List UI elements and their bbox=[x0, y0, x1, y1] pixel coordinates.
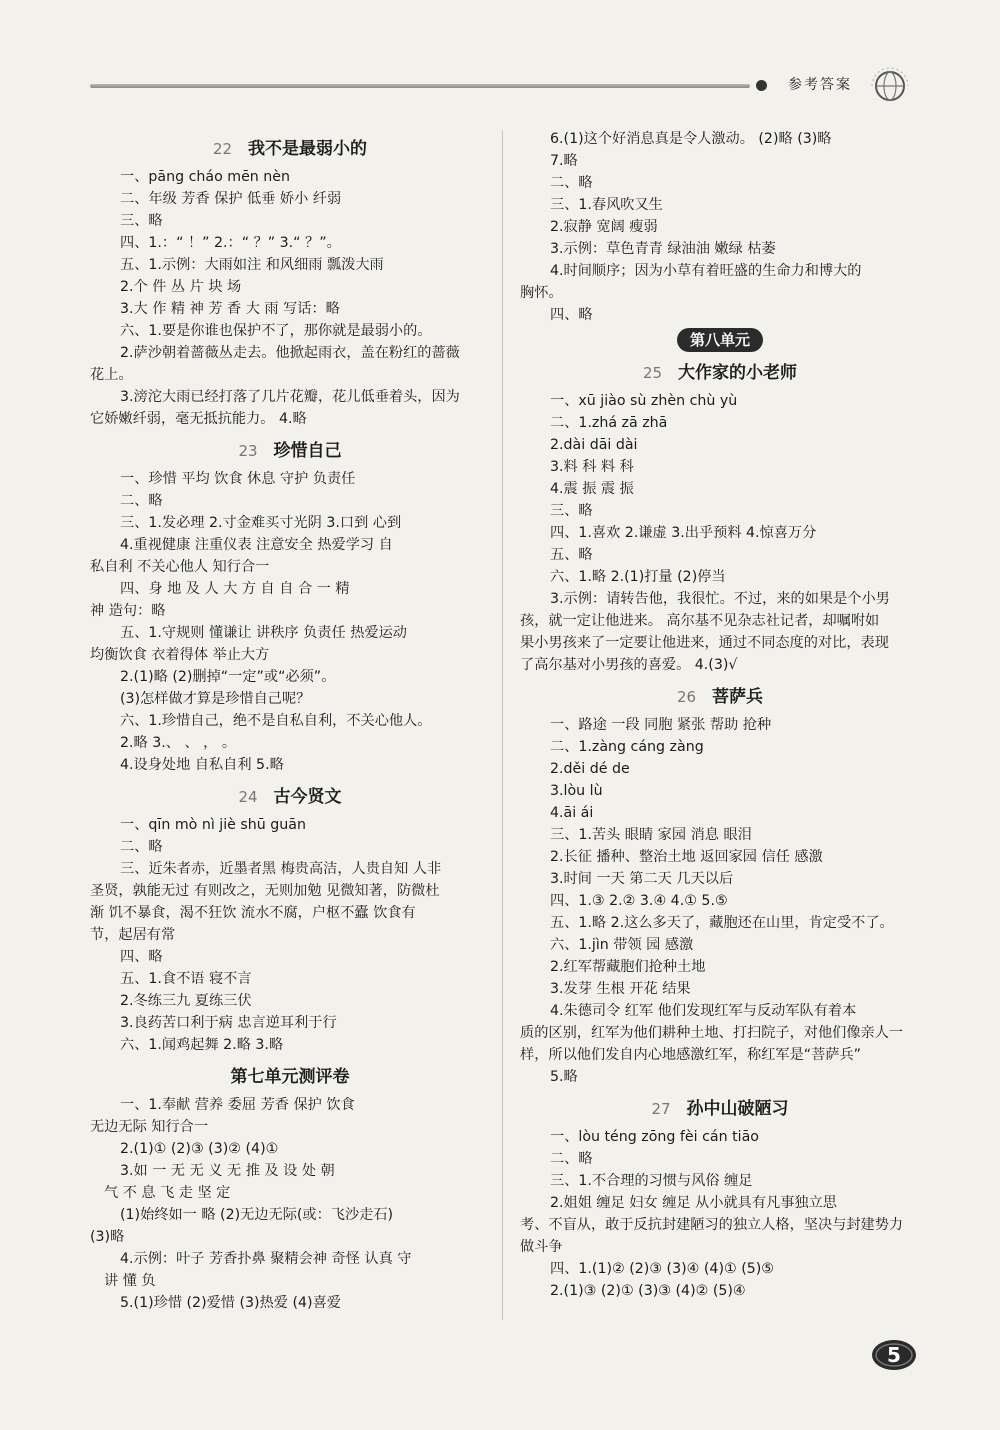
answer-line: 一、1.奉献 营养 委屈 芳香 保护 饮食 bbox=[120, 1097, 355, 1113]
answer-line: 花上。 bbox=[90, 367, 133, 383]
lesson-21-tail-answers bbox=[520, 128, 920, 326]
answer-line: 四、身 地 及 人 大 方 自 自 合 一 精 bbox=[120, 581, 350, 597]
answer-line: 4.朱德司令 红军 他们发现红军与反动军队有着本 bbox=[550, 1003, 857, 1019]
answer-line: 六、1.要是你谁也保护不了，那你就是最弱小的。 bbox=[120, 323, 432, 339]
answer-line: 三、近朱者赤，近墨者黑 梅贵高洁，人贵自知 人非 bbox=[120, 861, 442, 877]
answer-line: 二、年级 芳香 保护 低垂 娇小 纤弱 bbox=[120, 191, 342, 207]
answer-line: 四、1.(1)② (2)③ (3)④ (4)① (5)⑤ bbox=[550, 1261, 775, 1277]
page-number-logo bbox=[870, 1338, 918, 1372]
unit-8-badge: 第八单元 bbox=[677, 328, 763, 352]
answer-line: 质的区别，红军为他们耕种土地、打扫院子，对他们像亲人一 bbox=[520, 1025, 904, 1041]
answer-line: 4.āi ái bbox=[550, 805, 594, 821]
answer-line: 渐 饥不暴食，渴不狂饮 流水不腐，户枢不蠹 饮食有 bbox=[90, 905, 416, 921]
header-label: 参考答案 bbox=[788, 77, 852, 93]
answer-line: 圣贤，孰能无过 有则改之，无则加勉 见微知著，防微杜 bbox=[90, 883, 440, 899]
answer-line: 二、1.zhá zā zhā bbox=[550, 415, 668, 431]
answer-line: 二、略 bbox=[550, 175, 593, 191]
answer-line: 三、1.苦头 眼睛 家园 消息 眼泪 bbox=[550, 827, 752, 843]
answer-line: 一、珍惜 平均 饮食 休息 守护 负责任 bbox=[120, 471, 356, 487]
answer-line: 4.设身处地 自私自利 5.略 bbox=[120, 757, 284, 773]
answer-line: 无边无际 知行合一 bbox=[90, 1119, 209, 1135]
unit-7-test-answers bbox=[90, 1094, 490, 1314]
answer-line: 胸怀。 bbox=[520, 285, 563, 301]
answer-line: 一、qīn mò nì jiè shū guān bbox=[120, 817, 306, 833]
answer-line: 四、1.喜欢 2.谦虚 3.出乎预料 4.惊喜万分 bbox=[550, 525, 817, 541]
answer-line: 一、lòu téng zōng fèi cán tiāo bbox=[550, 1129, 759, 1145]
answer-line: 2.红军帮藏胞们抢种土地 bbox=[550, 959, 706, 975]
unit-7-test-title: 第七单元测评卷 bbox=[230, 1067, 350, 1087]
answer-line: 五、略 bbox=[550, 547, 593, 563]
answer-line: 2.dài dāi dài bbox=[550, 437, 638, 453]
lesson-24-title: 24 古今贤文 bbox=[238, 787, 342, 807]
answer-line: 7.略 bbox=[550, 153, 578, 169]
answer-line: 二、略 bbox=[120, 839, 163, 855]
answer-line: 3.料 科 料 科 bbox=[550, 459, 634, 475]
answer-line: 2.(1)③ (2)① (3)③ (4)② (5)④ bbox=[550, 1283, 746, 1299]
page-number: 5 bbox=[887, 1343, 901, 1367]
answer-line: 3.大 作 精 神 芳 香 大 雨 写话：略 bbox=[120, 301, 340, 317]
answer-line: 果小男孩来了一定要让他进来，通过不同态度的对比，表现 bbox=[520, 635, 889, 651]
answer-line: 三、略 bbox=[120, 213, 163, 229]
answer-line: 4.时间顺序；因为小草有着旺盛的生命力和博大的 bbox=[550, 263, 862, 279]
answer-line: 六、1.jìn 带领 园 感激 bbox=[550, 937, 694, 953]
answer-line: 一、xū jiào sù zhèn chù yù bbox=[550, 393, 738, 409]
answer-line: 了高尔基对小男孩的喜爱。 4.(3)√ bbox=[520, 657, 738, 673]
lesson-25-title: 25 大作家的小老师 bbox=[642, 363, 798, 383]
answer-line: 做斗争 bbox=[520, 1239, 563, 1255]
answer-line: 3.发芽 生根 开花 结果 bbox=[550, 981, 691, 997]
answer-line: 均衡饮食 衣着得体 举止大方 bbox=[90, 647, 270, 663]
answer-line: 3.lòu lù bbox=[550, 783, 603, 799]
answer-line: 二、略 bbox=[550, 1151, 593, 1167]
answer-line: 2.个 件 丛 片 块 场 bbox=[120, 279, 242, 295]
lesson-26-answers bbox=[520, 714, 920, 1088]
answer-line: 节，起居有常 bbox=[90, 927, 176, 943]
answer-line: 样，所以他们发自内心地感激红军，称红军是“菩萨兵” bbox=[520, 1047, 862, 1063]
answer-line: 三、1.春风吹又生 bbox=[550, 197, 663, 213]
answer-line: 私自利 不关心他人 知行合一 bbox=[90, 559, 270, 575]
header-rule bbox=[90, 84, 750, 88]
left-column bbox=[90, 128, 490, 1314]
answer-line: 六、1.闻鸡起舞 2.略 3.略 bbox=[120, 1037, 284, 1053]
answer-line: 五、1.食不语 寝不言 bbox=[120, 971, 252, 987]
lesson-25-answers bbox=[520, 390, 920, 676]
answer-line: (3)略 bbox=[90, 1229, 125, 1245]
answer-line: 6.(1)这个好消息真是令人激动。 (2)略 (3)略 bbox=[550, 131, 832, 147]
answer-line: 一、pāng cháo mēn nèn bbox=[120, 169, 291, 185]
answer-line: 三、1.不合理的习惯与风俗 缠足 bbox=[550, 1173, 753, 1189]
answer-line: 5.(1)珍惜 (2)爱惜 (3)热爱 (4)喜爱 bbox=[120, 1295, 341, 1311]
column-divider bbox=[502, 130, 503, 1320]
answer-line: 2.(1)① (2)③ (3)② (4)① bbox=[120, 1141, 279, 1157]
answer-line: 二、1.zàng cáng zàng bbox=[550, 739, 704, 755]
answer-line: 神 造句：略 bbox=[90, 603, 166, 619]
answer-line: 四、略 bbox=[550, 307, 593, 323]
header-dot bbox=[756, 80, 767, 91]
answer-line: 五、1.守规则 懂谦让 讲秩序 负责任 热爱运动 bbox=[120, 625, 407, 641]
lesson-22-answers bbox=[90, 166, 490, 430]
answer-line: 3.滂沱大雨已经打落了几片花瓣，花儿低垂着头，因为 bbox=[120, 389, 460, 405]
answer-line: (3)怎样做才算是珍惜自己呢？ bbox=[120, 691, 311, 707]
right-column bbox=[520, 128, 920, 1302]
answer-line: 4.重视健康 注重仪表 注意安全 热爱学习 自 bbox=[120, 537, 393, 553]
answer-line: 五、1.略 2.这么多天了，藏胞还在山里，肯定受不了。 bbox=[550, 915, 894, 931]
answer-line: 2.萨沙朝着蔷薇丛走去。他掀起雨衣，盖在粉红的蔷薇 bbox=[120, 345, 460, 361]
answer-line: 四、略 bbox=[120, 949, 163, 965]
lesson-23-answers bbox=[90, 468, 490, 776]
answer-line: 2.(1)略 (2)删掉“一定”或“必须”。 bbox=[120, 669, 336, 685]
answer-line: 它娇嫩纤弱，毫无抵抗能力。 4.略 bbox=[90, 411, 307, 427]
answer-line: 一、路途 一段 同胞 紧张 帮助 抢种 bbox=[550, 717, 772, 733]
answer-line: 2.冬练三九 夏练三伏 bbox=[120, 993, 252, 1009]
lesson-24-answers bbox=[90, 814, 490, 1056]
answer-line: 2.略 3.、 、 ， 。 bbox=[120, 735, 237, 751]
answer-line: 讲 懂 负 bbox=[104, 1273, 156, 1289]
answer-line: 3.良药苦口利于病 忠言逆耳利于行 bbox=[120, 1015, 337, 1031]
answer-line: 2.děi dé de bbox=[550, 761, 630, 777]
answer-line: 气 不 息 飞 走 坚 定 bbox=[104, 1185, 231, 1201]
lesson-23-title: 23 珍惜自己 bbox=[238, 441, 342, 461]
answer-line: 3.示例：草色青青 绿油油 嫩绿 枯萎 bbox=[550, 241, 776, 257]
answer-line: 2.寂静 宽阔 瘦弱 bbox=[550, 219, 658, 235]
answer-line: 3.示例：请转告他，我很忙。不过，来的如果是个小男 bbox=[550, 591, 890, 607]
answer-line: 三、略 bbox=[550, 503, 593, 519]
answer-line: 2.长征 播种、整治土地 返回家园 信任 感激 bbox=[550, 849, 823, 865]
answer-line: 六、1.珍惜自己，绝不是自私自利，不关心他人。 bbox=[120, 713, 432, 729]
answer-line: 五、1.示例：大雨如注 和风细雨 瓢泼大雨 bbox=[120, 257, 384, 273]
answer-line: 四、1.：“ ！” 2.：“ ？” 3.“ ？”。 bbox=[120, 235, 341, 251]
answer-line: 六、1.略 2.(1)打量 (2)停当 bbox=[550, 569, 726, 585]
lesson-22-title: 22 我不是最弱小的 bbox=[212, 139, 368, 159]
lesson-27-answers bbox=[520, 1126, 920, 1302]
answer-line: 4.示例：叶子 芳香扑鼻 聚精会神 奇怪 认真 守 bbox=[120, 1251, 412, 1267]
answer-line: 3.时间 一天 第二天 几天以后 bbox=[550, 871, 734, 887]
answer-line: 三、1.发必理 2.寸金难买寸光阴 3.口到 心到 bbox=[120, 515, 402, 531]
answer-line: 3.如 一 无 无 义 无 推 及 设 处 朝 bbox=[120, 1163, 335, 1179]
answer-line: 考、不盲从，敢于反抗封建陋习的独立人格，坚决与封建势力 bbox=[520, 1217, 904, 1233]
lesson-27-title: 27 孙中山破陋习 bbox=[651, 1099, 789, 1119]
answer-line: 孩，就一定让他进来。 高尔基不见杂志社记者，却嘱咐如 bbox=[520, 613, 880, 629]
answer-line: 5.略 bbox=[550, 1069, 578, 1085]
answer-line: 2.姐姐 缠足 妇女 缠足 从小就具有凡事独立思 bbox=[550, 1195, 837, 1211]
answer-line: 二、略 bbox=[120, 493, 163, 509]
answer-line: (1)始终如一 略 (2)无边无际(或：飞沙走石) bbox=[120, 1207, 394, 1223]
lesson-26-title: 26 菩萨兵 bbox=[676, 687, 764, 707]
globe-icon bbox=[868, 66, 912, 106]
answer-line: 四、1.③ 2.② 3.④ 4.① 5.⑤ bbox=[550, 893, 728, 909]
answer-line: 4.震 振 震 振 bbox=[550, 481, 634, 497]
